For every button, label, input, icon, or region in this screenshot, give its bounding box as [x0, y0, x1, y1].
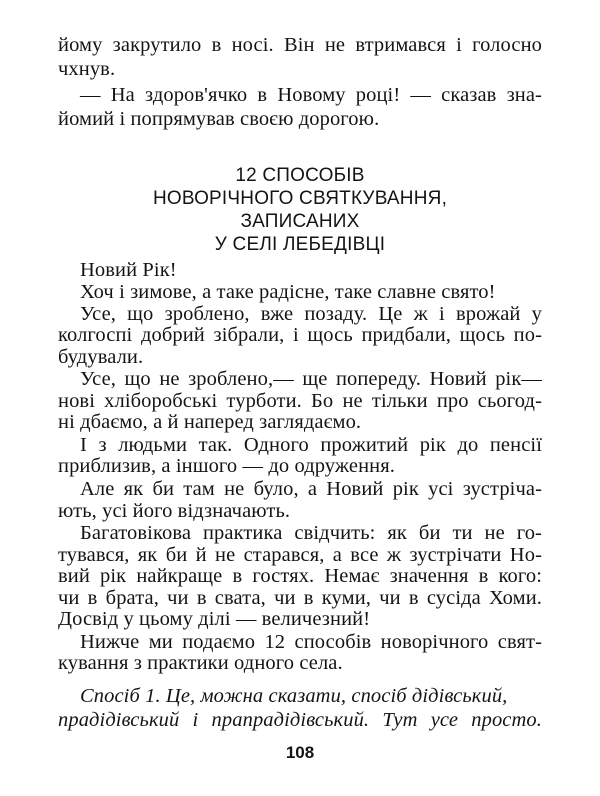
text-line: Усе, що не зроблено,— ще попереду. Новий рік— — [80, 368, 542, 390]
text-line: будували. — [58, 346, 144, 368]
text-line: чхнув. — [58, 58, 116, 80]
text-line: приблизив, а іншого — до одруження. — [58, 455, 395, 477]
text-line: І з людьми так. Одного прожитий рік до пенсії — [80, 434, 542, 456]
text-line: вий рік найкраще в гостях. Немає значення в кого: — [58, 565, 542, 587]
text-line: Нижче ми подаємо 12 способів новорічного свят- — [80, 631, 542, 653]
method-first-line-text: Це, можна сказати, спосіб дідівський, — [160, 685, 508, 707]
text-line: ні дбаємо, а й наперед заглядаємо. — [58, 411, 362, 433]
section-heading-line: У СЕЛІ ЛЕБЕДІВЦІ — [214, 234, 386, 255]
text-line: чи в брата, чи в свата, чи в куми, чи в сусіда Хоми. — [58, 587, 542, 609]
text-line: Але як би там не було, а Новий рік усі зустріча- — [80, 478, 542, 500]
text-line: тувався, як би й не старався, а все ж зустрічати Но- — [58, 544, 542, 566]
method-second-line: прадідівський і прапрадідівський. Тут усе просто. — [58, 709, 542, 731]
page-number: 108 — [285, 743, 315, 762]
text-line: колгоспі добрий зібрали, і щось придбали, щось по- — [58, 324, 542, 346]
text-line: Багатовікова практика свідчить: як би ти не го- — [80, 522, 542, 544]
section-heading-line: 12 СПОСОБІВ — [235, 165, 365, 186]
text-line: нові хліборобські турботи. Бо не тільки про сьогод- — [58, 390, 542, 412]
section-heading-line: НОВОРІЧНОГО СВЯТКУВАННЯ, — [152, 188, 448, 209]
text-line: — На здоров'ячко в Новому році! — сказав зна- — [80, 84, 542, 106]
text-line: Новий Рік! — [80, 259, 177, 281]
method-label: Спосіб 1. — [80, 685, 161, 707]
text-line: Хоч і зимове, а таке радісне, таке славне свято! — [80, 281, 496, 303]
text-line: Усе, що зроблено, вже позаду. Це ж і врожай у — [80, 303, 542, 325]
text-line: кування з практики одного села. — [58, 652, 343, 674]
section-heading-line: ЗАПИСАНИХ — [240, 211, 360, 232]
text-line: Досвід у цьому ділі — величезний! — [58, 608, 371, 630]
method-first-line — [80, 684, 542, 708]
text-line: йомий і попрямував своєю дорогою. — [58, 108, 380, 130]
text-line: ють, усі його відзначають. — [58, 500, 291, 522]
text-line: йому закрутило в носі. Він не втримався і голосно — [58, 34, 542, 56]
